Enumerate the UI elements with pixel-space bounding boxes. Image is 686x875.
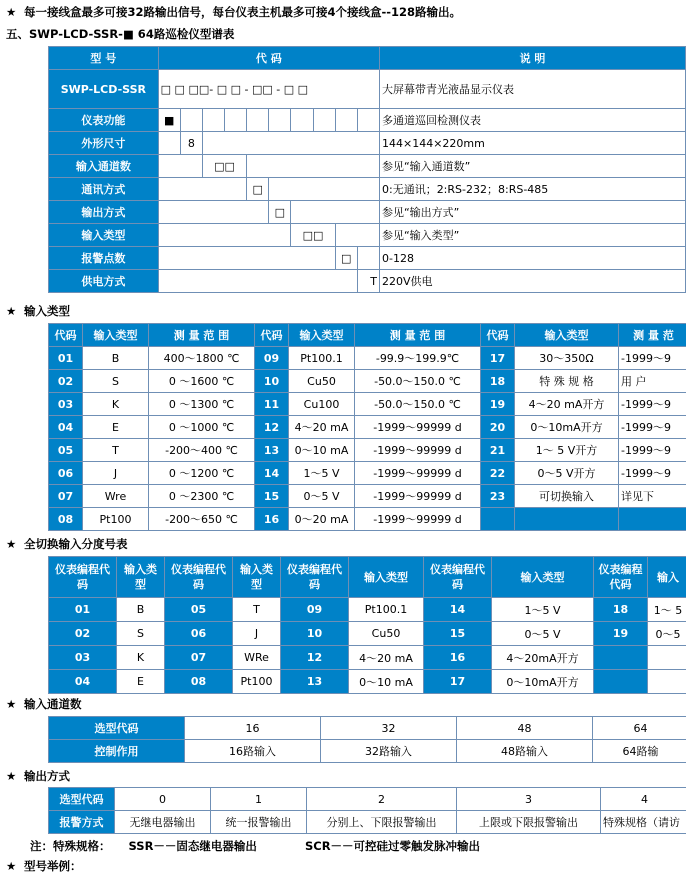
switch-header: 输入类型 <box>117 557 165 598</box>
switch-cell: 4～20mA开方 <box>492 646 594 670</box>
spec-header-model: 型 号 <box>49 47 159 70</box>
spec-row-code: □ <box>247 178 269 201</box>
input-type-cell: 0 ～1300 ℃ <box>149 393 255 416</box>
switch-cell <box>594 646 648 670</box>
switch-cell <box>594 670 648 694</box>
output-cell: 0 <box>115 788 211 811</box>
channels-cell: 48 <box>457 717 593 740</box>
input-type-header: 代码 <box>481 324 515 347</box>
input-type-cell: -1999～9 <box>619 439 686 462</box>
input-type-cell: 用 户 <box>619 370 686 393</box>
switch-title: ★ 全切换输入分度号表 <box>6 537 128 551</box>
star-icon: ★ <box>6 537 17 551</box>
switch-header: 仪表编程代码 <box>49 557 117 598</box>
input-type-cell: 22 <box>481 462 515 485</box>
switch-cell: 0～5 <box>648 622 686 646</box>
switch-cell: Cu50 <box>349 622 424 646</box>
switch-table <box>48 556 686 694</box>
output-cell: 报警方式 <box>49 811 115 834</box>
spec-row-label: 供电方式 <box>49 270 159 293</box>
input-type-cell: 0 ～1200 ℃ <box>149 462 255 485</box>
channels-cell: 48路输入 <box>457 740 593 763</box>
switch-cell: 0～5 V <box>492 622 594 646</box>
output-title: ★ 输出方式 <box>6 769 70 783</box>
spec-row-label: 仪表功能 <box>49 109 159 132</box>
switch-header: 仪表编程代码 <box>424 557 492 598</box>
input-type-header: 输入类型 <box>515 324 619 347</box>
input-type-cell: 0～5 V开方 <box>515 462 619 485</box>
input-type-cell: 19 <box>481 393 515 416</box>
switch-cell: WRe <box>233 646 281 670</box>
switch-cell: S <box>117 622 165 646</box>
intro-line <box>6 4 461 20</box>
switch-header: 输入类型 <box>233 557 281 598</box>
spec-row-code: T <box>357 270 379 293</box>
input-type-cell: -1999～99999 d <box>355 485 481 508</box>
note-ssr: SSR－－固态继电器输出 <box>128 839 257 853</box>
spec-row-label: 报警点数 <box>49 247 159 270</box>
input-type-cell: B <box>83 347 149 370</box>
switch-cell: 07 <box>165 646 233 670</box>
spec-row-code: □ <box>269 201 291 224</box>
spec-row-desc: 参见“输入类型” <box>379 224 685 247</box>
output-cell: 特殊规格（请访 <box>601 811 686 834</box>
input-type-cell: 07 <box>49 485 83 508</box>
switch-cell: 02 <box>49 622 117 646</box>
input-type-cell: 08 <box>49 508 83 531</box>
output-cell: 上限或下限报警输出 <box>457 811 601 834</box>
input-type-cell: Cu50 <box>289 370 355 393</box>
input-type-cell <box>481 508 515 531</box>
channels-cell: 64 <box>593 717 686 740</box>
switch-cell: 12 <box>281 646 349 670</box>
spec-table <box>48 46 686 293</box>
input-type-cell: -1999～99999 d <box>355 508 481 531</box>
switch-header: 输入 <box>648 557 686 598</box>
input-type-cell: 400～1800 ℃ <box>149 347 255 370</box>
spec-row-code: □ <box>335 247 357 270</box>
output-cell: 4 <box>601 788 686 811</box>
spec-row-desc: 参见“输出方式” <box>379 201 685 224</box>
switch-cell: E <box>117 670 165 694</box>
output-cell: 统一报警输出 <box>211 811 307 834</box>
switch-cell: 01 <box>49 598 117 622</box>
output-cell: 无继电器输出 <box>115 811 211 834</box>
input-type-cell: 可切换输入 <box>515 485 619 508</box>
note-label: 注：特殊规格： <box>30 839 111 853</box>
input-type-cell: -1999～9 <box>619 462 686 485</box>
input-type-cell: 05 <box>49 439 83 462</box>
spec-row-code: 8 <box>180 132 202 155</box>
channels-cell: 64路输 <box>593 740 686 763</box>
spec-row-desc: 220V供电 <box>379 270 685 293</box>
switch-cell: T <box>233 598 281 622</box>
switch-cell: 06 <box>165 622 233 646</box>
spec-model: SWP-LCD-SSR <box>49 70 159 109</box>
input-type-cell: 10 <box>255 370 289 393</box>
switch-cell: 16 <box>424 646 492 670</box>
spec-model-desc: 大屏幕带青光液晶显示仪表 <box>379 70 685 109</box>
switch-cell: 08 <box>165 670 233 694</box>
input-type-cell: Pt100.1 <box>289 347 355 370</box>
intro-text: 每一接线盒最多可接32路输出信号，每台仪表主机最多可接4个接线盒--128路输出。 <box>24 5 462 19</box>
star-icon: ★ <box>6 769 17 783</box>
input-type-cell: -1999～9 <box>619 393 686 416</box>
input-type-cell: 1～5 V <box>289 462 355 485</box>
spec-row-label: 输入通道数 <box>49 155 159 178</box>
output-cell: 3 <box>457 788 601 811</box>
input-type-cell: 11 <box>255 393 289 416</box>
switch-cell: 17 <box>424 670 492 694</box>
channels-cell: 16路输入 <box>185 740 321 763</box>
spec-row-desc: 参见“输入通道数” <box>379 155 685 178</box>
channels-cell: 控制作用 <box>49 740 185 763</box>
input-type-header: 测 量 范 <box>619 324 686 347</box>
input-type-cell: -1999～99999 d <box>355 439 481 462</box>
input-type-header: 输入类型 <box>83 324 149 347</box>
switch-cell: Pt100.1 <box>349 598 424 622</box>
input-type-header: 测 量 范 围 <box>355 324 481 347</box>
output-cell: 2 <box>307 788 457 811</box>
switch-header: 仪表编程代码 <box>165 557 233 598</box>
star-icon: ★ <box>6 697 17 711</box>
input-type-cell: 0 ～1000 ℃ <box>149 416 255 439</box>
switch-cell: 15 <box>424 622 492 646</box>
input-type-cell: 13 <box>255 439 289 462</box>
output-cell: 选型代码 <box>49 788 115 811</box>
section5-title: 五、SWP-LCD-SSR-■ 64路巡检仪型谱表 <box>6 27 235 41</box>
star-icon: ★ <box>6 304 17 318</box>
spec-row-code: □□ <box>202 155 246 178</box>
input-type-cell: 0 ～2300 ℃ <box>149 485 255 508</box>
input-type-cell: 06 <box>49 462 83 485</box>
input-type-cell: -50.0～150.0 ℃ <box>355 370 481 393</box>
input-type-cell: 15 <box>255 485 289 508</box>
input-type-cell: Wre <box>83 485 149 508</box>
input-type-cell: Cu100 <box>289 393 355 416</box>
input-type-header: 代码 <box>255 324 289 347</box>
spec-row-label: 输出方式 <box>49 201 159 224</box>
output-cell: 1 <box>211 788 307 811</box>
switch-cell <box>648 670 686 694</box>
input-type-cell: 0～10mA开方 <box>515 416 619 439</box>
switch-cell <box>648 646 686 670</box>
input-type-cell: 0 ～1600 ℃ <box>149 370 255 393</box>
switch-cell: 13 <box>281 670 349 694</box>
input-type-header: 输入类型 <box>289 324 355 347</box>
input-type-cell: 特 殊 规 格 <box>515 370 619 393</box>
input-type-cell: 18 <box>481 370 515 393</box>
spec-row-label: 通讯方式 <box>49 178 159 201</box>
example-title: ★ 型号举例： <box>6 859 82 873</box>
input-type-cell: 17 <box>481 347 515 370</box>
switch-cell: 1～ 5 <box>648 598 686 622</box>
input-type-cell: 详见下 <box>619 485 686 508</box>
input-type-cell: 01 <box>49 347 83 370</box>
input-type-cell: 0～5 V <box>289 485 355 508</box>
input-type-cell: J <box>83 462 149 485</box>
switch-cell: Pt100 <box>233 670 281 694</box>
switch-cell: 0～10 mA <box>349 670 424 694</box>
spec-row-label: 外形尺寸 <box>49 132 159 155</box>
input-type-cell: 12 <box>255 416 289 439</box>
input-type-cell: T <box>83 439 149 462</box>
spec-model-code: □ □ □□- □ □ - □□ - □ □ <box>158 70 379 109</box>
input-type-cell: -99.9～199.9℃ <box>355 347 481 370</box>
input-type-cell: 02 <box>49 370 83 393</box>
spec-row-desc: 多通道巡回检测仪表 <box>379 109 685 132</box>
switch-cell: 10 <box>281 622 349 646</box>
star-icon: ★ <box>6 5 17 19</box>
switch-cell: 04 <box>49 670 117 694</box>
input-type-title: ★ 输入类型 <box>6 304 70 318</box>
input-type-cell: 16 <box>255 508 289 531</box>
input-type-cell: E <box>83 416 149 439</box>
input-type-cell <box>619 508 686 531</box>
input-type-cell: 1～ 5 V开方 <box>515 439 619 462</box>
switch-cell: 0～10mA开方 <box>492 670 594 694</box>
spec-header-desc: 说 明 <box>379 47 685 70</box>
input-type-cell: -1999～99999 d <box>355 462 481 485</box>
spec-row-code: □□ <box>291 224 335 247</box>
channels-cell: 选型代码 <box>49 717 185 740</box>
input-type-cell: 0～10 mA <box>289 439 355 462</box>
switch-cell: J <box>233 622 281 646</box>
input-type-cell: -50.0～150.0 ℃ <box>355 393 481 416</box>
switch-cell: 03 <box>49 646 117 670</box>
input-type-cell: -200～650 ℃ <box>149 508 255 531</box>
channels-cell: 16 <box>185 717 321 740</box>
input-type-cell: -1999～9 <box>619 347 686 370</box>
spec-header-code: 代 码 <box>158 47 379 70</box>
input-type-cell: -1999～99999 d <box>355 416 481 439</box>
switch-cell: 18 <box>594 598 648 622</box>
input-type-cell: Pt100 <box>83 508 149 531</box>
input-type-cell: 20 <box>481 416 515 439</box>
input-type-cell: S <box>83 370 149 393</box>
switch-header: 仪表编程代码 <box>281 557 349 598</box>
input-type-header: 测 量 范 围 <box>149 324 255 347</box>
switch-cell: B <box>117 598 165 622</box>
input-type-cell: K <box>83 393 149 416</box>
star-icon: ★ <box>6 859 17 873</box>
channels-table <box>48 716 686 763</box>
switch-cell: 1～5 V <box>492 598 594 622</box>
output-cell: 分别上、下限报警输出 <box>307 811 457 834</box>
input-type-cell: 21 <box>481 439 515 462</box>
input-type-table <box>48 323 686 531</box>
switch-cell: 4～20 mA <box>349 646 424 670</box>
input-type-cell: 09 <box>255 347 289 370</box>
switch-header: 输入类型 <box>349 557 424 598</box>
spec-row-desc: 0-128 <box>379 247 685 270</box>
channels-title: ★ 输入通道数 <box>6 697 82 711</box>
output-table <box>48 787 686 834</box>
switch-cell: K <box>117 646 165 670</box>
switch-header: 输入类型 <box>492 557 594 598</box>
switch-cell: 14 <box>424 598 492 622</box>
input-type-cell <box>515 508 619 531</box>
input-type-cell: 30～350Ω <box>515 347 619 370</box>
input-type-cell: 4～20 mA <box>289 416 355 439</box>
channels-cell: 32路输入 <box>321 740 457 763</box>
input-type-cell: -1999～9 <box>619 416 686 439</box>
input-type-cell: 23 <box>481 485 515 508</box>
spec-row-desc: 0:无通讯；2:RS-232；8:RS-485 <box>379 178 685 201</box>
input-type-cell: 0～20 mA <box>289 508 355 531</box>
spec-row-code: ■ <box>158 109 180 132</box>
switch-cell: 19 <box>594 622 648 646</box>
input-type-cell: 04 <box>49 416 83 439</box>
input-type-cell: 03 <box>49 393 83 416</box>
input-type-cell: 4～20 mA开方 <box>515 393 619 416</box>
spec-row-label: 输入类型 <box>49 224 159 247</box>
switch-header: 仪表编程代码 <box>594 557 648 598</box>
input-type-cell: 14 <box>255 462 289 485</box>
switch-cell: 05 <box>165 598 233 622</box>
input-type-header: 代码 <box>49 324 83 347</box>
channels-cell: 32 <box>321 717 457 740</box>
input-type-cell: -200～400 ℃ <box>149 439 255 462</box>
note-line <box>30 838 480 854</box>
spec-row-desc: 144×144×220mm <box>379 132 685 155</box>
note-scr: SCR－－可控硅过零触发脉冲输出 <box>304 839 481 853</box>
switch-cell: 09 <box>281 598 349 622</box>
